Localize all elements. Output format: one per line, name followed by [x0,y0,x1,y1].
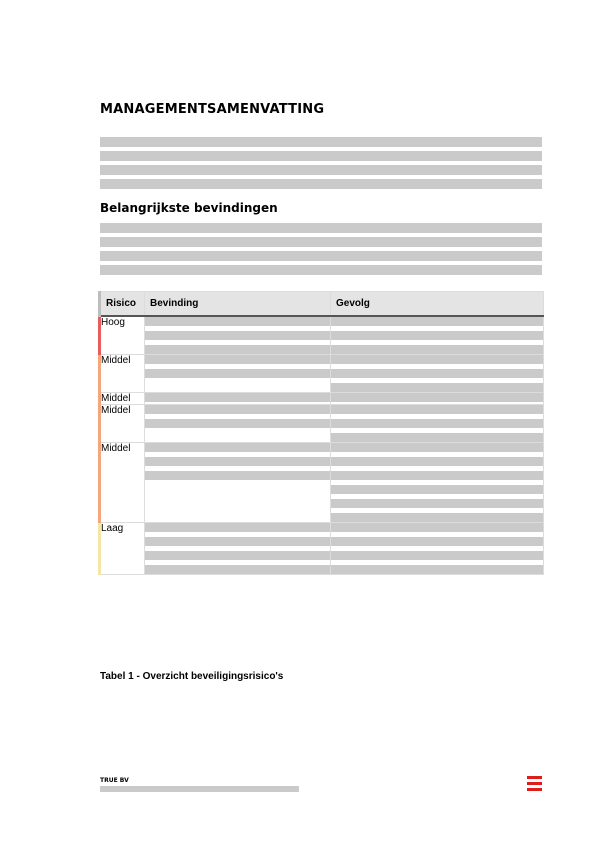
footer-placeholder-line [100,786,299,792]
text-placeholder-line [145,565,330,574]
header-risico: Risico [100,292,145,317]
risk-level-cell: Middel [100,355,145,393]
risk-table-header [100,292,544,317]
finding-cell [145,405,331,443]
table-row [100,316,544,355]
text-placeholder-line [145,369,330,378]
text-placeholder-line [331,419,543,428]
text-placeholder-line [331,457,543,466]
logo-stripe [527,788,542,791]
text-placeholder-line [145,331,330,340]
subsection-title: Belangrijkste bevindingen [100,201,278,215]
text-placeholder-line [100,265,542,275]
risk-level-cell: Middel [100,393,145,405]
text-placeholder-line [100,237,542,247]
logo-stripe [527,782,542,785]
finding-cell [145,393,331,405]
text-placeholder-line [145,393,330,402]
text-placeholder-line [100,137,542,147]
text-placeholder-line [145,457,330,466]
impact-cell [331,523,544,575]
text-placeholder-line [331,433,543,442]
text-placeholder-line [100,165,542,175]
text-placeholder-line [331,551,543,560]
text-placeholder-line [331,471,543,480]
header-gevolg: Gevolg [331,292,544,317]
table-caption: Tabel 1 - Overzicht beveiligingsrisico's [100,671,284,682]
section-title: MANAGEMENTSAMENVATTING [100,102,325,117]
text-placeholder-line [331,369,543,378]
impact-cell [331,316,544,355]
text-placeholder-line [145,537,330,546]
text-placeholder-line [145,471,330,480]
text-placeholder-line [100,223,542,233]
text-placeholder-line [331,565,543,574]
risk-level-cell: Middel [100,405,145,443]
impact-cell [331,405,544,443]
text-placeholder-line [331,537,543,546]
text-placeholder-line [331,485,543,494]
text-placeholder-line [331,513,543,522]
risk-level-cell: Hoog [100,316,145,355]
text-placeholder-line [331,331,543,340]
table-row [100,523,544,575]
text-placeholder-line [331,393,543,402]
finding-cell [145,523,331,575]
impact-cell [331,355,544,393]
risk-level-cell: Middel [100,443,145,523]
text-placeholder-line [100,251,542,261]
text-placeholder-line [331,405,543,414]
table-row [100,355,544,393]
text-placeholder-line [145,551,330,560]
text-placeholder-line [331,345,543,354]
text-placeholder-line [331,355,543,364]
text-placeholder-line [331,317,543,326]
menu-logo-icon [527,776,542,791]
text-placeholder-line [100,179,542,189]
text-placeholder-line [331,499,543,508]
footer-company-name: TRUE BV [100,777,129,784]
impact-cell [331,393,544,405]
text-placeholder-line [145,355,330,364]
finding-cell [145,316,331,355]
table-row [100,393,544,405]
risk-table [98,291,544,575]
table-row [100,405,544,443]
text-placeholder-line [145,345,330,354]
text-placeholder-line [145,523,330,532]
text-placeholder-line [145,317,330,326]
text-placeholder-line [145,443,330,452]
findings-paragraph [100,223,542,279]
finding-cell [145,355,331,393]
text-placeholder-line [145,419,330,428]
risk-level-cell: Laag [100,523,145,575]
summary-paragraph [100,137,542,193]
text-placeholder-line [331,383,543,392]
logo-stripe [527,776,542,779]
finding-cell [145,443,331,523]
header-bevinding: Bevinding [145,292,331,317]
table-row [100,443,544,523]
text-placeholder-line [331,443,543,452]
text-placeholder-line [145,405,330,414]
impact-cell [331,443,544,523]
text-placeholder-line [100,151,542,161]
text-placeholder-line [331,523,543,532]
